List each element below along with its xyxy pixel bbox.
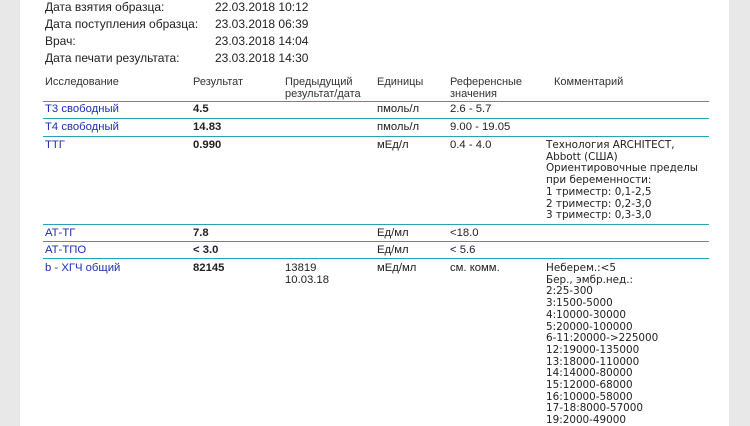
- comment-line: 12:19000-135000: [546, 343, 640, 356]
- row-result: 82145: [193, 262, 225, 274]
- row-units: мЕд/мл: [377, 262, 417, 274]
- row-test-name: b - ХГЧ общий: [45, 262, 121, 274]
- row-units: Ед/мл: [377, 227, 409, 239]
- row-test-name: Т3 свободный: [45, 103, 119, 115]
- comment-line: 15:12000-68000: [546, 379, 633, 392]
- comment-line: 13:18000-110000: [546, 355, 640, 368]
- row-divider: [43, 101, 709, 102]
- row-reference: см. комм.: [450, 262, 500, 274]
- comment-line: Бер., эмбр.нед.:: [546, 273, 634, 286]
- row-result: 4.5: [193, 103, 209, 115]
- meta-label: Дата взятия образца:: [45, 0, 165, 14]
- row-divider: [43, 241, 709, 242]
- comment-line: 3:1500-5000: [546, 297, 613, 310]
- row-test-name: ТТГ: [45, 139, 65, 151]
- meta-value: 22.03.2018 10:12: [215, 0, 309, 14]
- meta-label: Врач:: [45, 34, 76, 48]
- header-reference-line2: значения: [450, 88, 498, 100]
- header-units: Единицы: [377, 76, 424, 88]
- comment-line: Abbott (США): [546, 150, 618, 163]
- row-result: 0.990: [193, 139, 222, 151]
- row-units: Ед/мл: [377, 244, 409, 256]
- row-reference: 0.4 - 4.0: [450, 139, 492, 151]
- comment-line: при беременности:: [546, 174, 652, 187]
- comment-line: 1 триместр: 0,1-2,5: [546, 185, 652, 198]
- row-comment: [546, 140, 698, 222]
- row-divider: [43, 118, 709, 119]
- comment-line: Неберем.:<5: [546, 262, 616, 274]
- row-reference: 9.00 - 19.05: [450, 121, 511, 133]
- header-comment: Комментарий: [554, 76, 624, 88]
- meta-label: Дата печати результата:: [45, 51, 180, 65]
- header-previous-line2: результат/дата: [285, 88, 361, 100]
- row-divider: [43, 224, 709, 225]
- meta-value: 23.03.2018 14:04: [215, 34, 309, 48]
- row-units: мЕд/л: [377, 139, 409, 151]
- comment-line: Ориентировочные пределы: [546, 162, 698, 175]
- meta-value: 23.03.2018 14:30: [215, 51, 309, 65]
- row-reference: 2.6 - 5.7: [450, 103, 492, 115]
- row-units: пмоль/л: [377, 121, 420, 133]
- row-reference: < 5.6: [450, 244, 476, 256]
- row-comment: [546, 263, 658, 426]
- header-previous: [285, 76, 361, 100]
- comment-line: 5:20000-100000: [546, 320, 633, 333]
- previous-date: 10.03.18: [285, 273, 329, 286]
- header-reference: [450, 76, 522, 100]
- header-reference-line1: Референсные: [450, 76, 523, 88]
- row-result: < 3.0: [193, 244, 219, 256]
- comment-line: 14:14000-80000: [546, 367, 633, 380]
- header-previous-line1: Предыдущий: [285, 76, 353, 88]
- comment-line: Технология ARCHITECT,: [546, 139, 675, 151]
- comment-line: 16:10000-58000: [546, 390, 633, 403]
- row-divider: [43, 258, 709, 259]
- row-test-name: Т4 свободный: [45, 121, 119, 133]
- row-result: 7.8: [193, 227, 209, 239]
- comment-line: 3 триместр: 0,3-3,0: [546, 209, 652, 222]
- previous-value: 13819: [285, 262, 317, 274]
- comment-line: 2:25-300: [546, 285, 593, 298]
- comment-line: 19:2000-49000: [546, 414, 626, 426]
- header-result: Результат: [193, 76, 244, 88]
- meta-label: Дата поступления образца:: [45, 17, 199, 31]
- row-reference: <18.0: [450, 227, 479, 239]
- comment-line: 17-18:8000-57000: [546, 402, 643, 415]
- row-previous: [285, 263, 329, 286]
- row-test-name: АТ-ТГ: [45, 227, 76, 239]
- meta-value: 23.03.2018 06:39: [215, 17, 309, 31]
- header-test: Исследование: [45, 76, 119, 88]
- comment-line: 2 триместр: 0,2-3,0: [546, 197, 652, 210]
- row-result: 14.83: [193, 121, 222, 133]
- report-sheet: [20, 0, 729, 426]
- comment-line: 4:10000-30000: [546, 308, 626, 321]
- row-test-name: АТ-ТПО: [45, 244, 87, 256]
- row-divider: [43, 136, 709, 137]
- comment-line: 6-11:20000->225000: [546, 332, 659, 345]
- row-units: пмоль/л: [377, 103, 420, 115]
